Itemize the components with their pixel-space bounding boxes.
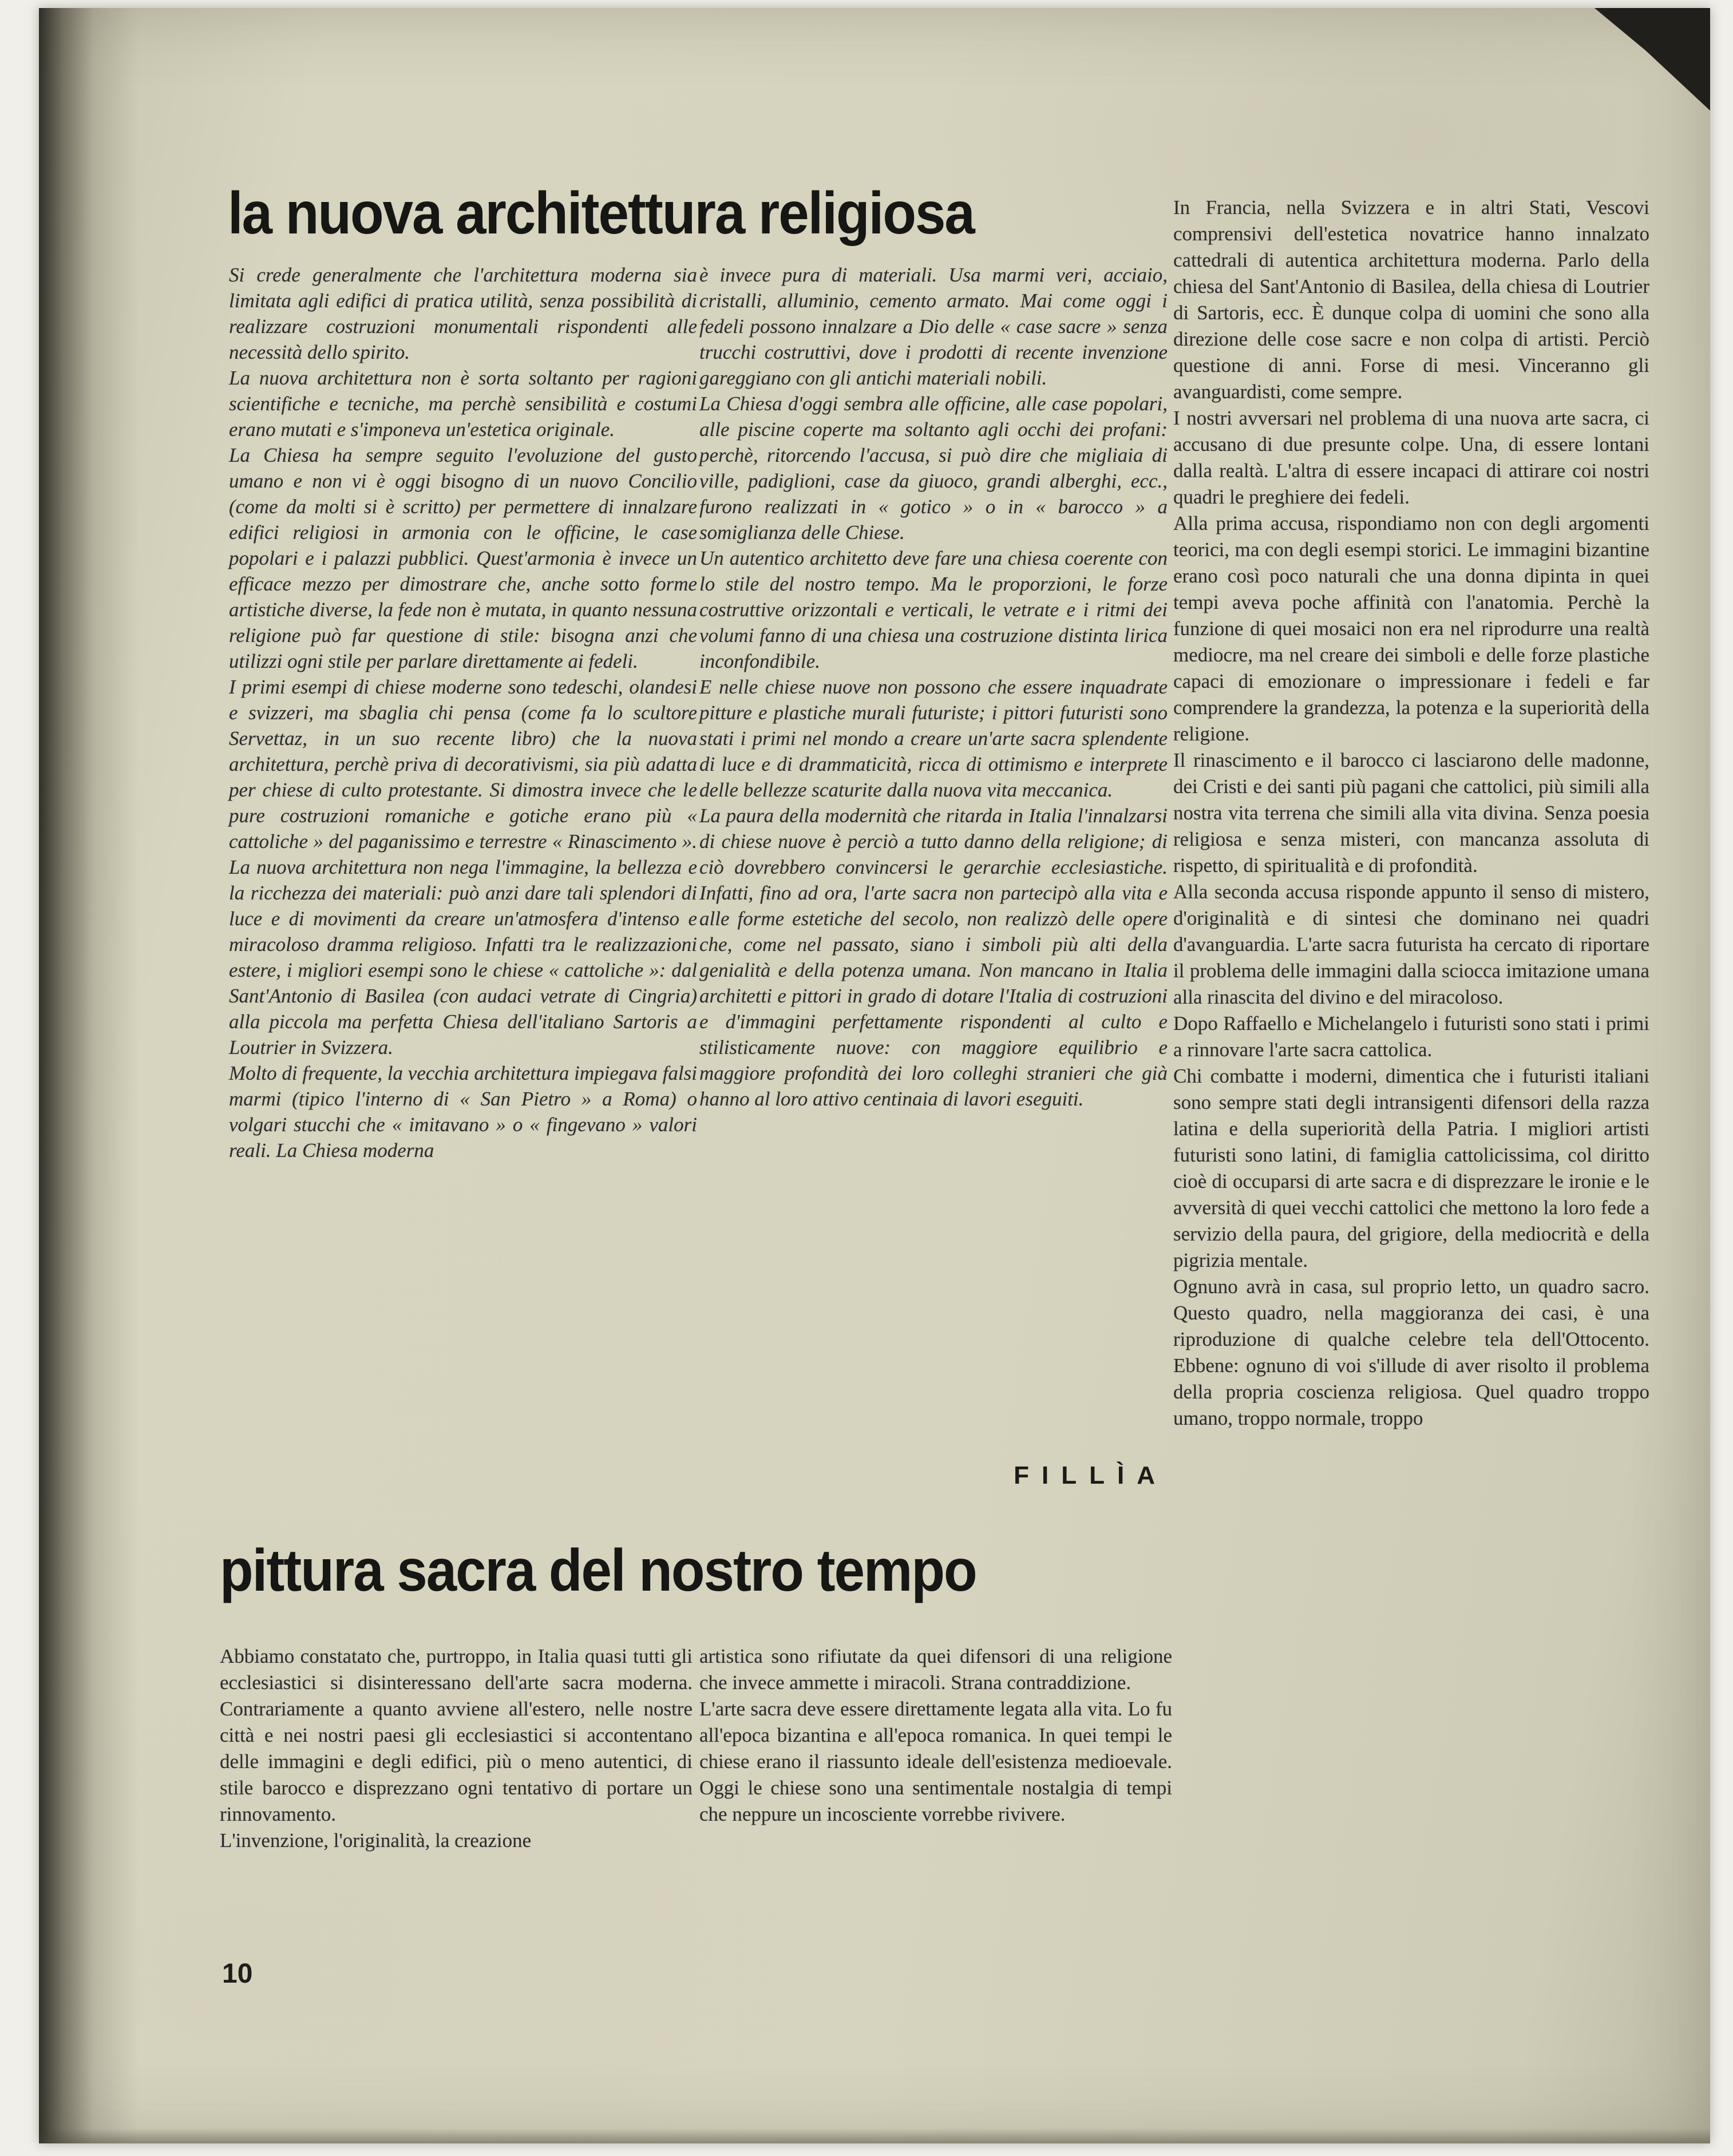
paragraph: Alla prima accusa, rispondiamo non con degli argomenti teorici, ma con degli esempi storici. Le immagini bizantine erano così poco naturali che una donna dipinta in quei tempi aveva poche affinità con l'anatomia. Perchè la funzione di quei mosaici non era nel riprodurre una realtà mediocre, ma nel creare dei simboli e delle forze plastiche capaci di emozionare o impressionare i fedeli e far comprendere la grandezza, la potenza e la superiorità della religione.	[1173, 512, 1649, 745]
paragraph: I nostri avversari nel problema di una nuova arte sacra, ci accusano di due presunte colpe. Una, di essere lontani dalla realtà. L'altra di essere incapaci di attirare coi nostri quadri le preghiere dei fedeli.	[1173, 407, 1649, 508]
paragraph: Dopo Raffaello e Michelangelo i futuristi sono stati i primi a rinnovare l'arte sacra cattolica.	[1173, 1012, 1649, 1061]
paragraph: In Francia, nella Svizzera e in altri Stati, Vescovi comprensivi dell'estetica novatrice hanno innalzato cattedrali di autentica architettura moderna. Parlo della chiesa del Sant'Antonio di Basilea, della chiesa di Loutrier di Sartoris, ecc. È dunque colpa di uomini che sono alla direzione delle cose sacre e non colpa di artisti. Perciò questione di anni. Forse di mesi. Vinceranno gli avanguardisti, come sempre.	[1173, 196, 1649, 403]
article2-column-3	[1173, 195, 1649, 1432]
paragraph: Ognuno avrà in casa, sul proprio letto, un quadro sacro. Questo quadro, nella maggioranza dei casi, è una riproduzione di qualche celebre tela dell'Ottocento. Ebbene: ognuno di voi s'illude di aver risolto il problema della propria coscienza religiosa. Quel quadro troppo umano, troppo normale, troppo	[1173, 1275, 1649, 1429]
paragraph: Un autentico architetto deve fare una chiesa coerente con lo stile del nostro tempo. Ma le proporzioni, le forze costruttive orizzontali e verticali, le vetrate e i ritmi dei volumi fanno di una chiesa una costruzione distinta lirica inconfondibile.	[699, 547, 1168, 672]
paragraph: Molto di frequente, la vecchia architettura impiegava falsi marmi (tipico l'interno di « San Pietro » a Roma) o volgari stucchi che « imitavano » o « fingevano » valori reali. La Chiesa moderna	[229, 1062, 697, 1162]
paragraph: L'arte sacra deve essere direttamente legata alla vita. Lo fu all'epoca bizantina e all'epoca romanica. In quei tempi le chiese erano il riassunto ideale dell'esistenza medioevale. Oggi le chiese sono una sentimentale nostalgia di tempi che neppure un incosciente vorrebbe rivivere.	[699, 1698, 1172, 1825]
page-edge-shadow	[39, 2129, 1710, 2143]
article1-column-2	[699, 262, 1168, 1112]
author-signature: FILLÌA	[1014, 1461, 1168, 1489]
paragraph: La paura della modernità che ritarda in Italia l'innalzarsi di chiese nuove è perciò a tutto danno della religione; di ciò dovrebbero convincersi le gerarchie ecclesiastiche. Infatti, fino ad ora, l'arte sacra non partecipò alla vita e alle forme estetiche del secolo, non realizzò delle opere che, come nel passato, siano i simboli più alti della genialità e della potenza umana. Non mancano in Italia architetti e pittori in grado di dotare l'Italia di costruzioni e d'immagini perfettamente rispondenti al culto e stilisticamente nuove: con maggiore equilibrio e maggiore profondità dei loro colleghi stranieri che già hanno al loro attivo centinaia di lavori eseguiti.	[699, 804, 1168, 1110]
corner-shadow	[1576, 8, 1710, 120]
paragraph: E nelle chiese nuove non possono che essere inquadrate pitture e plastiche murali futuriste; i pittori futuristi sono stati i primi nel mondo a creare un'arte sacra splendente di luce e di drammaticità, ricca di ottimismo e interprete delle bellezze scaturite dalla nuova vita meccanica.	[699, 676, 1168, 801]
article2-column-2	[699, 1643, 1172, 1828]
paragraph: La Chiesa ha sempre seguito l'evoluzione del gusto umano e non vi è oggi bisogno di un nuovo Concilio (come da molti si è scritto) per permettere di innalzare edifici religiosi in armonia con le officine, le case popolari e i palazzi pubblici. Quest'armonia è invece un efficace mezzo per dimostrare che, anche sotto forme artistiche diverse, la fede non è mutata, in quanto nessuna religione può far questione di stile: bisogna anzi che utilizzi ogni stile per parlare direttamente ai fedeli.	[229, 444, 697, 672]
paragraph: Alla seconda accusa risponde appunto il senso di mistero, d'originalità e di sintesi che dominano nei quadri d'avanguardia. L'arte sacra futurista ha cercato di riportare il problema delle immagini dalla sciocca imitazione umana alla rinascita del divino e del miracoloso.	[1173, 881, 1649, 1008]
paragraph: Il rinascimento e il barocco ci lasciarono delle madonne, dei Cristi e dei santi più pagani che cattolici, più simili alla nostra vita terrena che simili alla vita divina. Senza poesia religiosa e senza misteri, con mancanza assoluta di rispetto, di spiritualità e di profondità.	[1173, 749, 1649, 877]
paragraph: Si crede generalmente che l'architettura moderna sia limitata agli edifici di pratica utilità, senza possibilità di realizzare costruzioni monumentali rispondenti alle necessità dello spirito.	[229, 264, 697, 363]
page-number: 10	[222, 1959, 253, 1989]
paper-sheet	[39, 8, 1710, 2143]
paragraph: artistica sono rifiutate da quei difensori di una religione che invece ammette i miracoli. Strana contraddizione.	[699, 1645, 1172, 1694]
article1-column-1	[229, 262, 697, 1163]
page-binding-shadow	[39, 8, 139, 2143]
paragraph: La nuova architettura non è sorta soltanto per ragioni scientifiche e tecniche, ma perchè sensibilità e costumi erano mutati e s'imponeva un'estetica originale.	[229, 367, 697, 441]
paragraph: La Chiesa d'oggi sembra alle officine, alle case popolari, alle piscine coperte ma soltanto agli occhi dei profani: perchè, ritorcendo l'accusa, si può dire che migliaia di ville, padiglioni, case da giuoco, grandi alberghi, ecc., furono realizzati in « gotico » o in « barocco » a somiglianza delle Chiese.	[699, 393, 1168, 544]
paragraph: Abbiamo constatato che, purtroppo, in Italia quasi tutti gli ecclesiastici si disinteressano dell'arte sacra moderna. Contrariamente a quanto avviene all'estero, nelle nostre città e nei nostri paesi gli ecclesiastici si accontentano delle immagini e degli edifici, più o meno autentici, di stile barocco e disprezzano ogni tentativo di portare un rinnovamento.	[220, 1645, 693, 1825]
article2-title: pittura sacra del nostro tempo	[220, 1537, 976, 1604]
article1-title: la nuova architettura religiosa	[228, 180, 974, 247]
paragraph: I primi esempi di chiese moderne sono tedeschi, olandesi e svizzeri, ma sbaglia chi pensa (come fa lo scultore Servettaz, in un suo recente libro) che la nuova architettura, perchè priva di decorativismi, sia più adatta per chiese di culto protestante. Si dimostra invece che le pure costruzioni romaniche e gotiche erano più « cattoliche » del paganissimo e terrestre « Rinascimento ». La nuova architettura non nega l'immagine, la bellezza e la ricchezza dei materiali: può anzi dare tali splendori di luce e di movimenti da creare un'atmosfera d'intenso e miracoloso dramma religioso. Infatti tra le realizzazioni estere, i migliori esempi sono le chiese « cattoliche »: dal Sant'Antonio di Basilea (con audaci vetrate di Cingria) alla piccola ma perfetta Chiesa dell'italiano Sartoris a Loutrier in Svizzera.	[229, 676, 697, 1059]
paragraph: è invece pura di materiali. Usa marmi veri, acciaio, cristalli, alluminio, cemento armato. Mai come oggi i fedeli possono innalzare a Dio delle « case sacre » senza trucchi costruttivi, dove i prodotti di recente invenzione gareggiano con gli antichi materiali nobili.	[699, 264, 1168, 389]
paragraph: L'invenzione, l'originalità, la creazione	[220, 1829, 532, 1852]
article2-column-1	[220, 1643, 693, 1854]
paragraph: Chi combatte i moderni, dimentica che i futuristi italiani sono sempre stati degli intransigenti difensori della razza latina e della superiorità della Patria. I migliori artisti futuristi sono latini, di famiglia cattolicissima, col diritto cioè di occuparsi di arte sacra e di disprezzare le ironie e le avversità di quei vecchi cattolici che mettono la loro fede a servizio della paura, del grigiore, della mediocrità e della pigrizia mentale.	[1173, 1065, 1649, 1271]
